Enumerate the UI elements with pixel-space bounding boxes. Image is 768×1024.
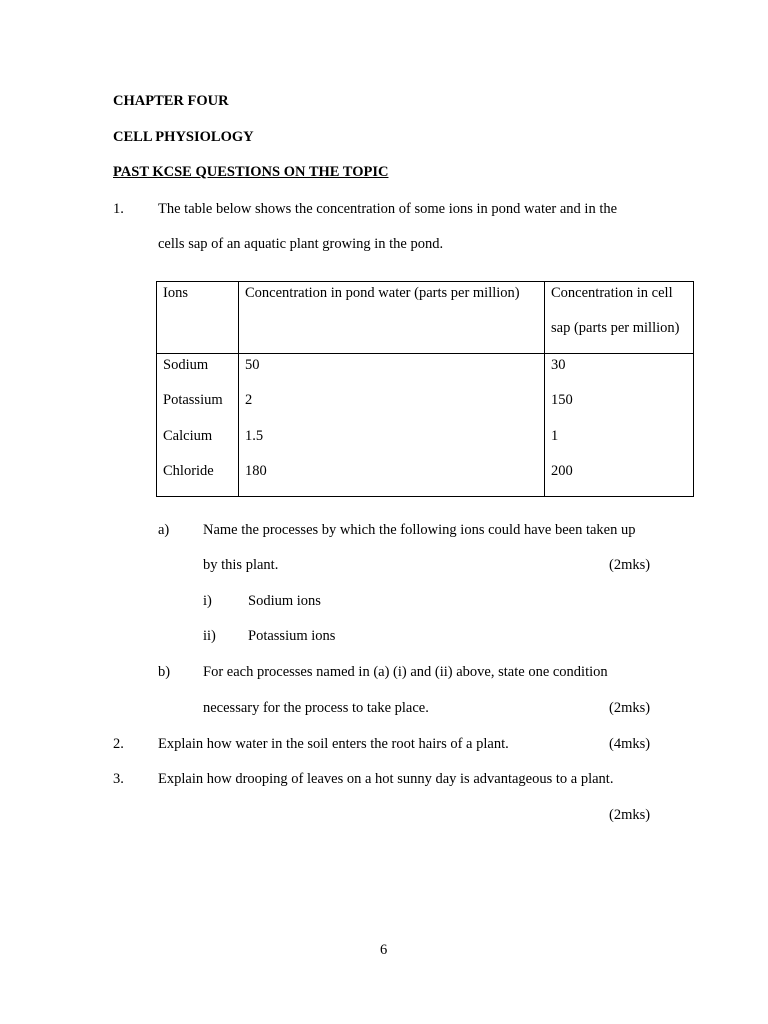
question-3-marks: (2mks) [609, 807, 651, 823]
question-3-number: 3. [113, 771, 124, 787]
question-2-number: 2. [113, 736, 124, 752]
part-a-i-label: i) [203, 593, 212, 609]
table-header-cell-sap-line-1: Concentration in cell [551, 285, 673, 301]
part-b-label: b) [158, 664, 171, 680]
table-cell-pond: 180 [245, 463, 267, 479]
table-cell-ion: Potassium [163, 392, 223, 408]
part-a-ii-text: Potassium ions [248, 628, 336, 644]
table-cell-cell-sap: 150 [551, 392, 573, 408]
part-a-i-text: Sodium ions [248, 593, 321, 609]
part-b-marks: (2mks) [609, 700, 651, 716]
table-cell-cell-sap: 1 [551, 428, 559, 444]
page-number: 6 [380, 942, 388, 958]
question-1-line-1: The table below shows the concentration of some ions in pond water and in the [158, 201, 618, 217]
table-cell-pond: 1.5 [245, 428, 264, 444]
part-a-ii-label: ii) [203, 628, 216, 644]
table-column-divider [238, 282, 239, 496]
table-header-divider [157, 353, 693, 354]
chapter-heading: CHAPTER FOUR [113, 93, 229, 109]
part-a-marks: (2mks) [609, 557, 651, 573]
question-2-marks: (4mks) [609, 736, 651, 752]
part-a-line-2: by this plant. [203, 557, 279, 573]
table-cell-ion: Calcium [163, 428, 213, 444]
ion-concentration-table [156, 281, 694, 497]
question-1-number: 1. [113, 201, 124, 217]
table-cell-cell-sap: 30 [551, 357, 566, 373]
part-a-line-1: Name the processes by which the following ions could have been taken up [203, 522, 636, 538]
table-header-pond-water: Concentration in pond water (parts per million) [245, 285, 520, 301]
table-cell-ion: Sodium [163, 357, 209, 373]
question-2-text: Explain how water in the soil enters the root hairs of a plant. [158, 736, 509, 752]
part-a-label: a) [158, 522, 170, 538]
topic-heading: CELL PHYSIOLOGY [113, 129, 254, 145]
table-header-ions: Ions [163, 285, 188, 301]
section-subtitle: PAST KCSE QUESTIONS ON THE TOPIC [113, 164, 389, 180]
table-column-divider [544, 282, 545, 496]
part-b-line-1: For each processes named in (a) (i) and (ii) above, state one condition [203, 664, 608, 680]
part-b-line-2: necessary for the process to take place. [203, 700, 429, 716]
table-cell-ion: Chloride [163, 463, 214, 479]
table-cell-pond: 2 [245, 392, 253, 408]
table-cell-pond: 50 [245, 357, 260, 373]
table-header-cell-sap-line-2: sap (parts per million) [551, 320, 680, 336]
question-3-text: Explain how drooping of leaves on a hot sunny day is advantageous to a plant. [158, 771, 614, 787]
question-1-line-2: cells sap of an aquatic plant growing in the pond. [158, 236, 444, 252]
table-cell-cell-sap: 200 [551, 463, 573, 479]
